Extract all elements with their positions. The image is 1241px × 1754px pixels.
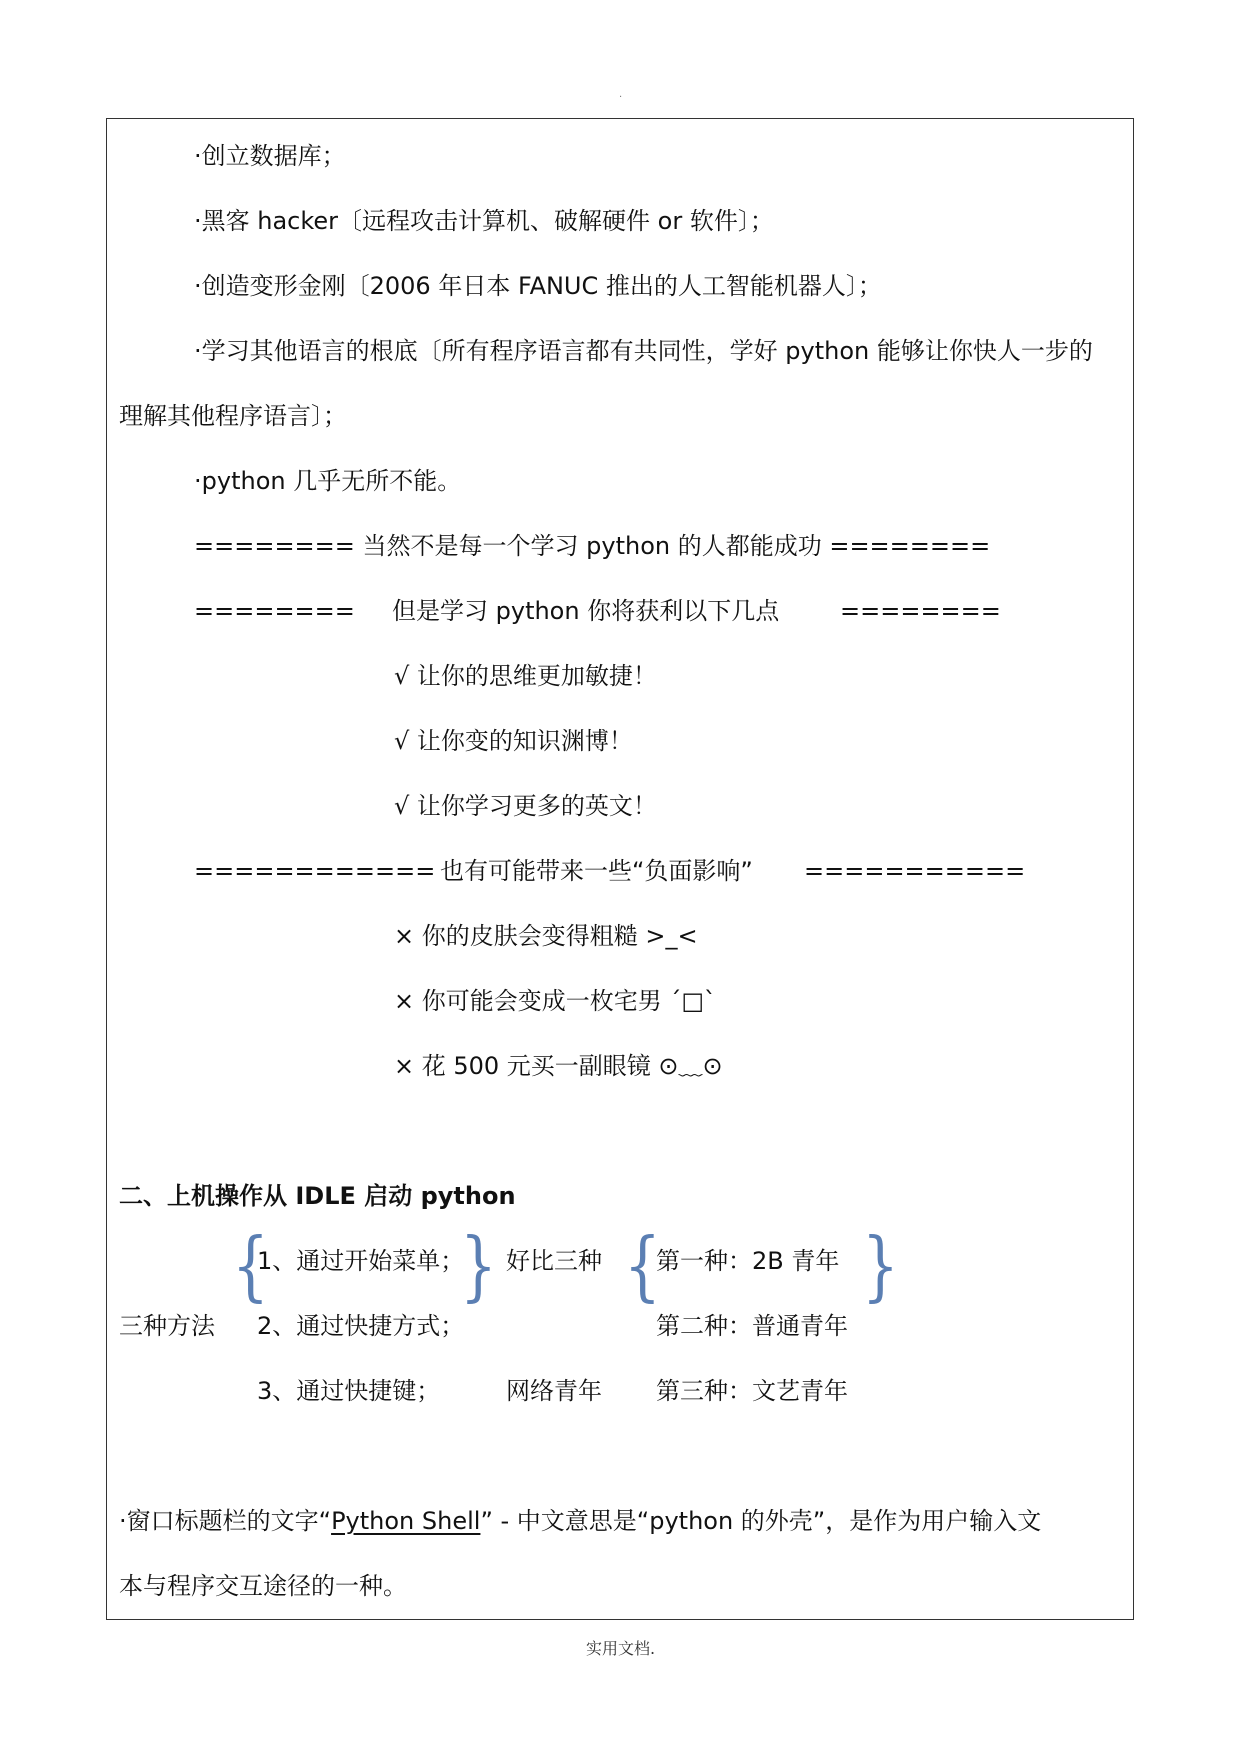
- banner-not-everyone-succeeds: ======== 当然不是每一个学习 python 的人都能成功 ========: [194, 532, 991, 560]
- banner-negative-text: 也有可能带来一些“负面影响”: [440, 857, 753, 885]
- type-literary-youth: 第三种：文艺青年: [656, 1377, 848, 1405]
- right-brace-icon: }: [862, 1221, 899, 1310]
- python-shell-term: Python Shell: [331, 1507, 481, 1535]
- net-youth-label: 网络青年: [506, 1377, 602, 1405]
- page-footer: 实用文档.: [585, 1639, 656, 1658]
- right-brace-icon: }: [460, 1221, 497, 1310]
- check-item-knowledge: √ 让你变的知识渊博！: [394, 727, 633, 755]
- analogy-label: 好比三种: [506, 1247, 602, 1275]
- type-ordinary-youth: 第二种：普通青年: [656, 1312, 848, 1340]
- bullet-hacker: ·黑客 hacker〔远程攻击计算机、破解硬件 or 软件〕；: [194, 207, 774, 235]
- cross-item-glasses: × 花 500 元买一副眼镜 ⊙﹏⊙: [394, 1052, 723, 1080]
- left-brace-icon: {: [232, 1221, 269, 1310]
- banner-negative-right: ===========: [804, 857, 1026, 885]
- method-hotkey: 3、通过快捷键；: [257, 1377, 441, 1405]
- cross-item-otaku: × 你可能会变成一枚宅男 ˊ□ˋ: [394, 987, 717, 1015]
- banner-negative-left: ============: [194, 857, 436, 885]
- check-item-agile-thinking: √ 让你的思维更加敏捷！: [394, 662, 657, 690]
- bullet-learn-other-languages: ·学习其他语言的根底〔所有程序语言都有共同性，学好 python 能够让你快人一步的: [194, 337, 1093, 365]
- banner-gains-text: 但是学习 python 你将获利以下几点: [392, 597, 780, 625]
- type-2b-youth: 第一种：2B 青年: [656, 1247, 840, 1275]
- left-brace-icon: {: [624, 1221, 661, 1310]
- shell-note-line2: 本与程序交互途径的一种。: [119, 1572, 407, 1600]
- method-start-menu: 1、通过开始菜单；: [257, 1247, 465, 1275]
- header-mark: ·: [619, 92, 623, 103]
- shell-note-suffix: ” - 中文意思是“python 的外壳”，是作为用户输入文: [480, 1507, 1042, 1535]
- bullet-transformer: ·创造变形金刚〔2006 年日本 FANUC 推出的人工智能机器人〕；: [194, 272, 882, 300]
- section-heading-idle: 二、上机操作从 IDLE 启动 python: [119, 1182, 516, 1210]
- banner-gains-left: ========: [194, 597, 355, 625]
- shell-note-line1: [119, 1506, 1041, 1536]
- shell-note-prefix: ·窗口标题栏的文字“: [119, 1507, 332, 1535]
- bullet-python-almighty: ·python 几乎无所不能。: [194, 467, 462, 495]
- banner-gains-right: ========: [840, 597, 1001, 625]
- cross-item-skin: × 你的皮肤会变得粗糙 >_<: [394, 922, 698, 950]
- check-item-english: √ 让你学习更多的英文！: [394, 792, 657, 820]
- method-shortcut: 2、通过快捷方式；: [257, 1312, 465, 1340]
- bullet-learn-other-languages-cont: 理解其他程序语言〕；: [119, 402, 347, 430]
- bullet-create-database: ·创立数据库；: [194, 142, 346, 170]
- methods-label: 三种方法: [119, 1312, 215, 1340]
